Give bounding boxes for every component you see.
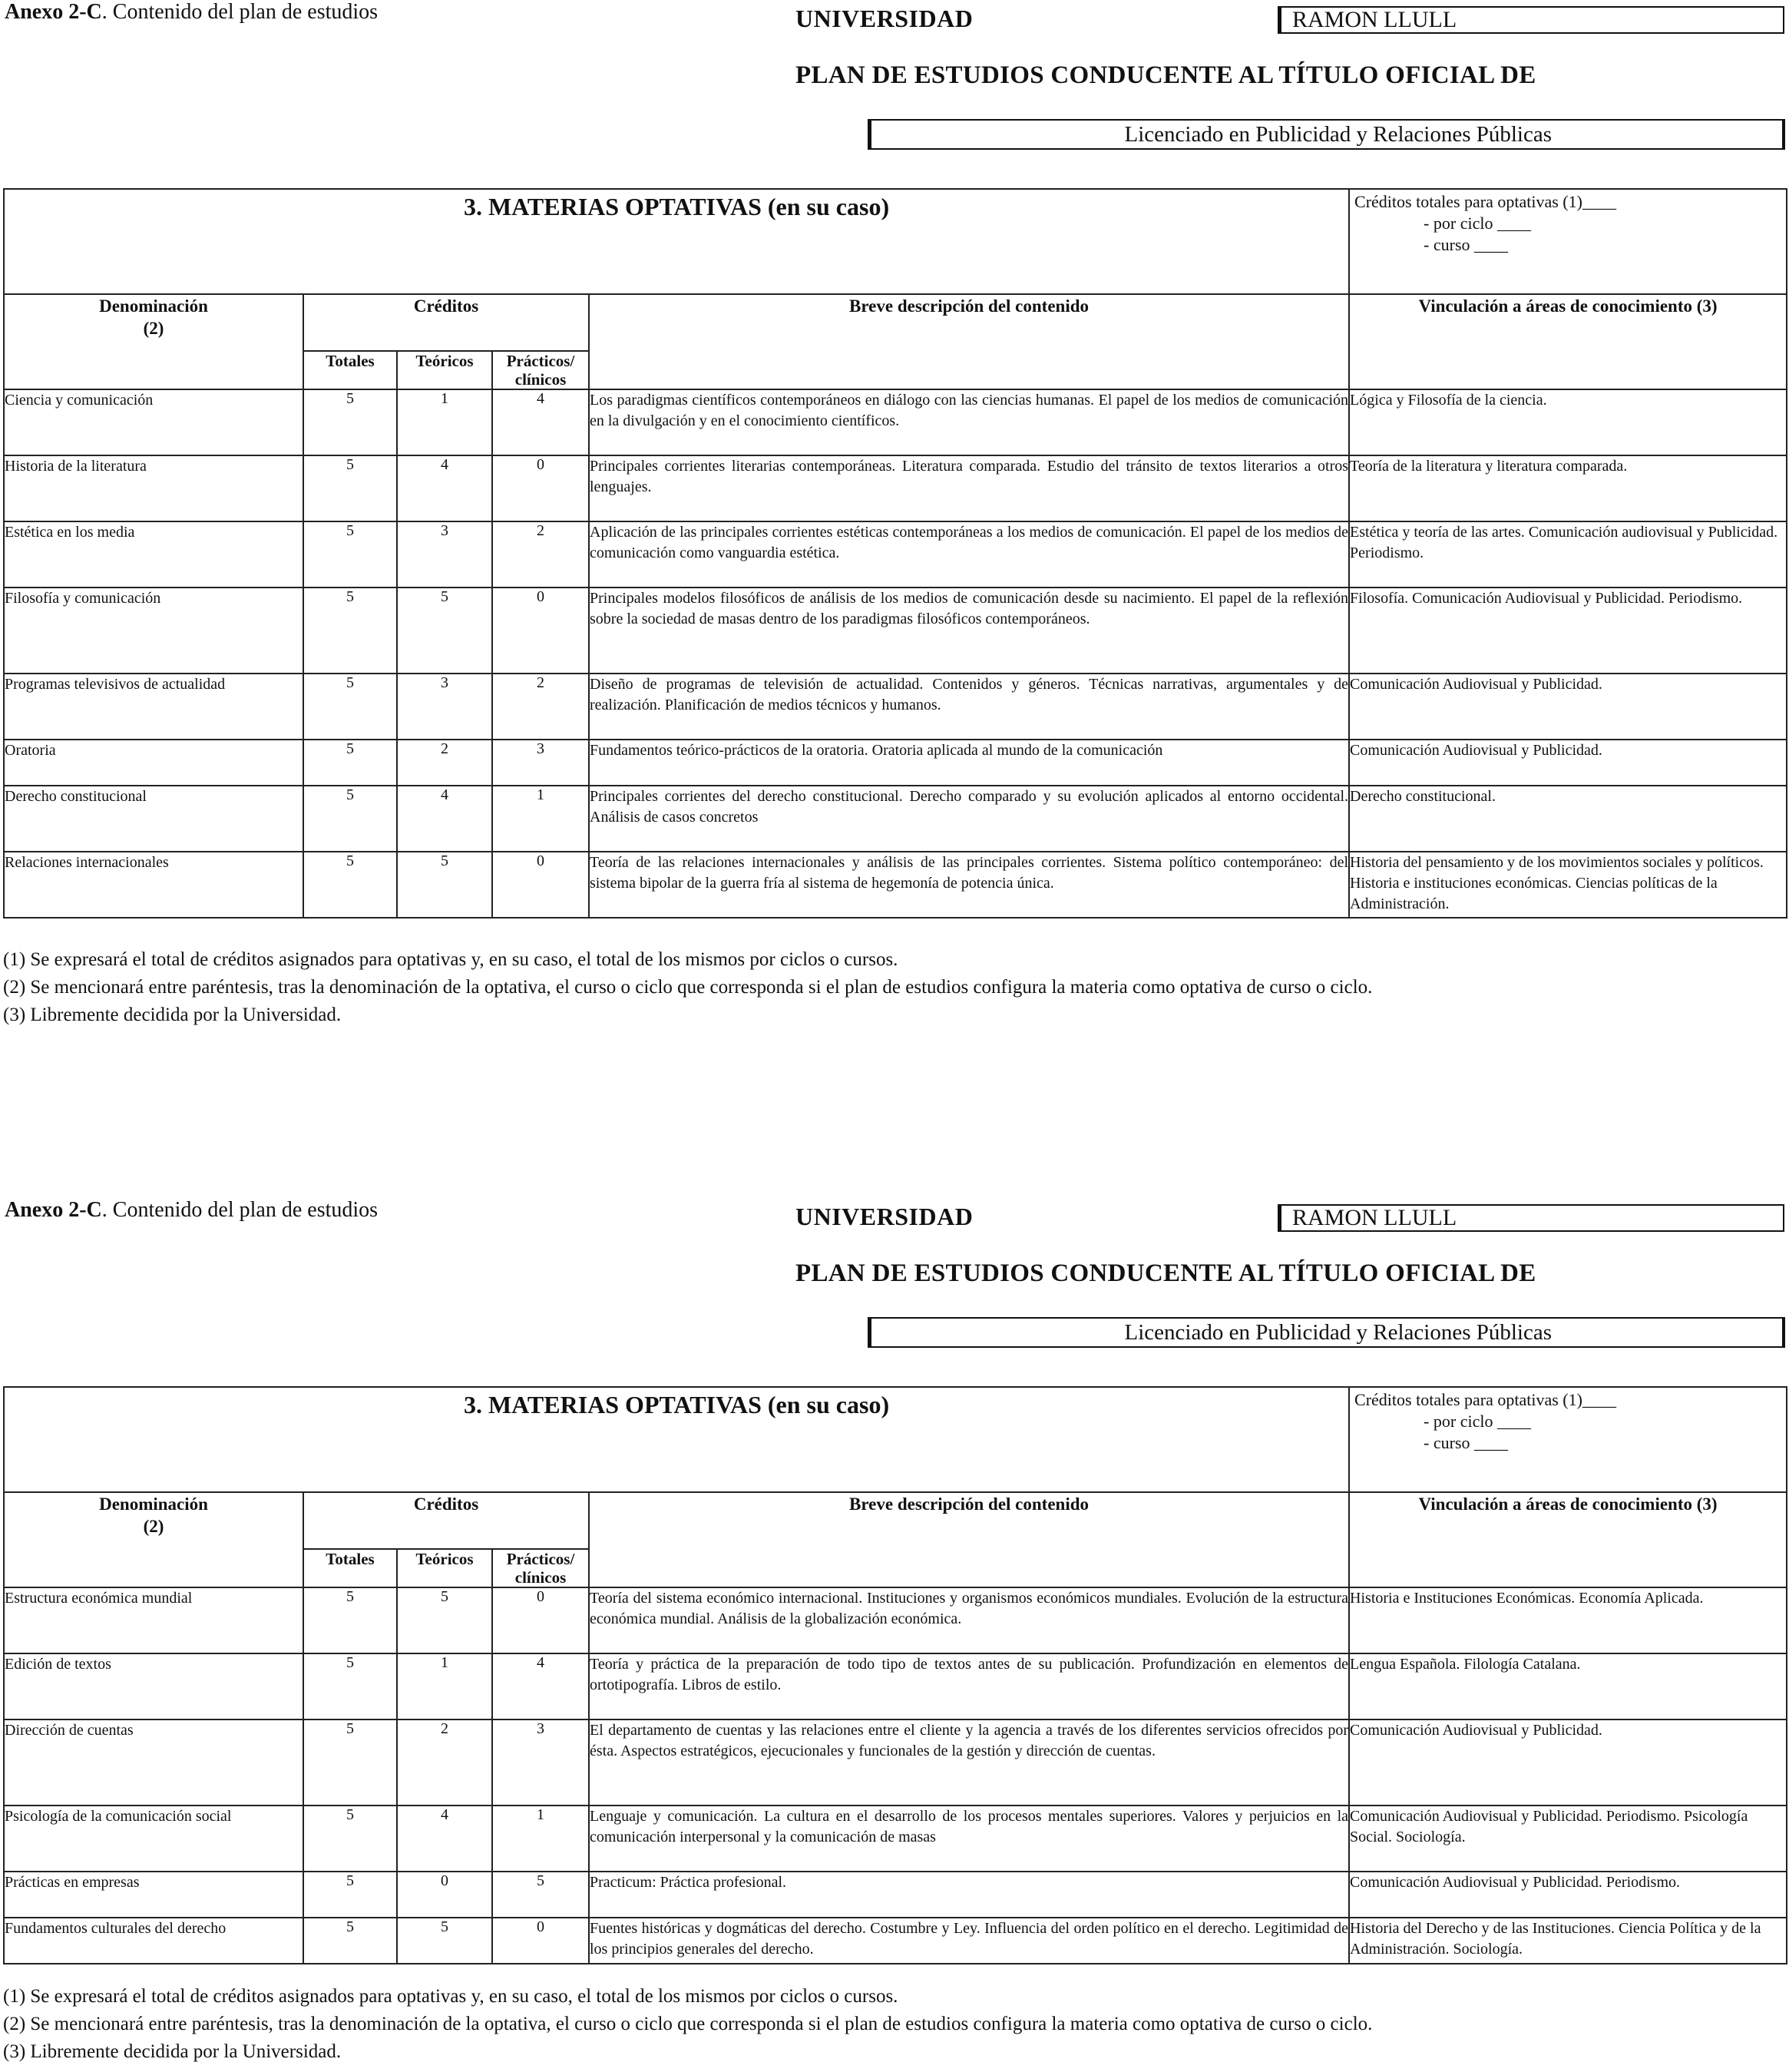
credits-practicos: 3 [492,1719,589,1806]
optional-subjects-table [3,1386,1787,1964]
table-row [4,674,1787,740]
knowledge-area: Comunicación Audiovisual y Publicidad. [1349,1719,1787,1806]
knowledge-area: Comunicación Audiovisual y Publicidad. [1349,674,1787,740]
credits-teoricos: 2 [397,1719,492,1806]
section-title-cell [4,1387,1349,1492]
credits-totales: 5 [303,1806,397,1872]
subject-description: Principales modelos filosóficos de análisis de los medios de comunicación desde su nacimiento. El papel de la reflexión sobre la sociedad de masas dentro de los paradigmas filosóficos contemporáneos. [589,588,1349,674]
credits-teoricos: 1 [397,1653,492,1719]
credits-teoricos: 5 [397,1918,492,1964]
credits-teoricos: 4 [397,455,492,521]
subject-description: Fundamentos teórico-prácticos de la oratoria. Oratoria aplicada al mundo de la comunicación [589,740,1349,786]
subject-name: Historia de la literatura [4,455,303,521]
col-totales-header: Totales [303,351,397,389]
col-teoricos-header: Teóricos [397,1549,492,1587]
subject-name: Psicología de la comunicación social [4,1806,303,1872]
credits-totales: 5 [303,1918,397,1964]
col-totales-header: Totales [303,1549,397,1587]
subject-name: Edición de textos [4,1653,303,1719]
col-name-header: Denominación (2) [4,1492,303,1587]
degree-box: Licenciado en Publicidad y Relaciones Públicas [868,1317,1785,1348]
plan-title: PLAN DE ESTUDIOS CONDUCENTE AL TÍTULO OFICIAL DE [795,61,1536,89]
credits-practicos: 1 [492,786,589,852]
knowledge-area: Comunicación Audiovisual y Publicidad. Periodismo. Psicología Social. Sociología. [1349,1806,1787,1872]
col-credits-header: Créditos [303,1492,589,1549]
table-row [4,1872,1787,1918]
credits-practicos: 2 [492,674,589,740]
subject-name: Fundamentos culturales del derecho [4,1918,303,1964]
subject-description: Principales corrientes literarias contemporáneas. Literatura comparada. Estudio del tránsito de textos literarios a otros lenguajes. [589,455,1349,521]
credits-practicos: 1 [492,1806,589,1872]
credits-practicos: 0 [492,588,589,674]
knowledge-area: Filosofía. Comunicación Audiovisual y Publicidad. Periodismo. [1349,588,1787,674]
knowledge-area: Historia del pensamiento y de los movimientos sociales y políticos. Historia e instituciones económicas. Ciencias políticas de la Administración. [1349,852,1787,918]
subject-description: Diseño de programas de televisión de actualidad. Contenidos y géneros. Técnicas narrativas, argumentales y de realización. Planificación de medios técnicos y humanos. [589,674,1349,740]
table-row [4,1806,1787,1872]
credits-teoricos: 1 [397,389,492,455]
credits-practicos: 4 [492,1653,589,1719]
col-credits-header: Créditos [303,294,589,351]
col-practicos-header: Prácticos/ clínicos [492,351,589,389]
credits-totales: 5 [303,521,397,588]
university-name-box: RAMON LLULL [1278,6,1784,34]
subject-description: Lenguaje y comunicación. La cultura en el desarrollo de los procesos mentales superiores. Valores y perjuicios en la comunicación interpersonal y la comunicación de masas [589,1806,1349,1872]
col-teoricos-header: Teóricos [397,351,492,389]
credits-totales: 5 [303,1872,397,1918]
table-row [4,389,1787,455]
subject-description: El departamento de cuentas y las relaciones entre el cliente y la agencia a través de los diferentes servicios ofrecidos por ésta. Aspectos estratégicos, ejecucionales y funcionales de la gestión y dirección de cuentas. [589,1719,1349,1806]
plan-title: PLAN DE ESTUDIOS CONDUCENTE AL TÍTULO OFICIAL DE [795,1259,1536,1287]
credits-teoricos: 3 [397,674,492,740]
credits-totales: 5 [303,786,397,852]
subject-name: Oratoria [4,740,303,786]
subject-name: Relaciones internacionales [4,852,303,918]
section-title: 3. MATERIAS OPTATIVAS (en su caso) [463,193,890,220]
credits-totales: 5 [303,1653,397,1719]
subject-name: Derecho constitucional [4,786,303,852]
subject-description: Aplicación de las principales corrientes estéticas contemporáneas a los medios de comunicación. El papel de los medios de comunicación como vanguardia estética. [589,521,1349,588]
credits-practicos: 0 [492,1918,589,1964]
credits-teoricos: 4 [397,786,492,852]
col-practicos-header: Prácticos/ clínicos [492,1549,589,1587]
col-areas-header: Vinculación a áreas de conocimiento (3) [1349,1492,1787,1587]
knowledge-area: Historia del Derecho y de las Instituciones. Ciencia Política y de la Administración. Sociología. [1349,1918,1787,1964]
university-label: UNIVERSIDAD [795,1203,974,1230]
subject-description: Fuentes históricas y dogmáticas del derecho. Costumbre y Ley. Influencia del orden político en el derecho. Legitimidad de los principios generales del derecho. [589,1918,1349,1964]
credits-practicos: 5 [492,1872,589,1918]
table-row [4,740,1787,786]
subject-name: Programas televisivos de actualidad [4,674,303,740]
table-row [4,852,1787,918]
subject-description: Teoría de las relaciones internacionales y análisis de las principales corrientes. Sistema político contemporáneo: del sistema bipolar de la guerra fría al sistema de hegemonía de potencia única. [589,852,1349,918]
knowledge-area: Lengua Española. Filología Catalana. [1349,1653,1787,1719]
col-desc-header: Breve descripción del contenido [589,1492,1349,1587]
col-name-header: Denominación (2) [4,294,303,389]
university-name-box: RAMON LLULL [1278,1204,1784,1232]
table-row [4,521,1787,588]
subject-description: Teoría y práctica de la preparación de todo tipo de textos antes de su publicación. Profundización en elementos de ortotipografía. Libros de estilo. [589,1653,1349,1719]
credits-totales: 5 [303,740,397,786]
table-row [4,1653,1787,1719]
knowledge-area: Lógica y Filosofía de la ciencia. [1349,389,1787,455]
table-row [4,1918,1787,1964]
credits-teoricos: 5 [397,1587,492,1653]
credits-totales: 5 [303,389,397,455]
credits-practicos: 0 [492,1587,589,1653]
credits-practicos: 0 [492,852,589,918]
university-label: UNIVERSIDAD [795,5,974,32]
credits-totals-cell: Créditos totales para optativas (1)____ - por ciclo ____ - curso ____ [1349,189,1787,294]
knowledge-area: Historia e Instituciones Económicas. Economía Aplicada. [1349,1587,1787,1653]
credits-teoricos: 2 [397,740,492,786]
credits-practicos: 3 [492,740,589,786]
knowledge-area: Teoría de la literatura y literatura comparada. [1349,455,1787,521]
annex-heading: Anexo 2-C. Contenido del plan de estudios [5,0,379,24]
optional-subjects-table [3,188,1787,918]
subject-name: Prácticas en empresas [4,1872,303,1918]
credits-teoricos: 5 [397,852,492,918]
credits-totals-cell: Créditos totales para optativas (1)____ - por ciclo ____ - curso ____ [1349,1387,1787,1492]
subject-description: Los paradigmas científicos contemporáneos en diálogo con las ciencias humanas. El papel de los medios de comunicación en la divulgación y en el conocimiento científicos. [589,389,1349,455]
credits-totales: 5 [303,852,397,918]
knowledge-area: Estética y teoría de las artes. Comunicación audiovisual y Publicidad. Periodismo. [1349,521,1787,588]
credits-teoricos: 0 [397,1872,492,1918]
subject-name: Ciencia y comunicación [4,389,303,455]
credits-totales: 5 [303,674,397,740]
knowledge-area: Derecho constitucional. [1349,786,1787,852]
subject-description: Teoría del sistema económico internacional. Instituciones y organismos económicos mundiales. Evolución de la estructura económica mundial. Análisis de la globalización económica. [589,1587,1349,1653]
subject-description: Principales corrientes del derecho constitucional. Derecho comparado y su evolución aplicados al entorno occidental. Análisis de casos concretos [589,786,1349,852]
footnotes: (1) Se expresará el total de créditos asignados para optativas y, en su caso, el total de los mismos por ciclos o cursos. (2) Se mencionará entre paréntesis, tras la denominación de la optativa, el curso o ciclo que corresponda si el plan de estudios configura la materia como optativa de curso o ciclo. (3) Libremente decidida por la Universidad. [3,949,1373,1025]
section-title: 3. MATERIAS OPTATIVAS (en su caso) [463,1391,890,1418]
credits-totales: 5 [303,588,397,674]
credits-practicos: 0 [492,455,589,521]
credits-teoricos: 5 [397,588,492,674]
subject-name: Filosofía y comunicación [4,588,303,674]
credits-totales: 5 [303,1719,397,1806]
col-desc-header: Breve descripción del contenido [589,294,1349,389]
credits-totales: 5 [303,1587,397,1653]
subject-description: Practicum: Práctica profesional. [589,1872,1349,1918]
col-areas-header: Vinculación a áreas de conocimiento (3) [1349,294,1787,389]
credits-teoricos: 4 [397,1806,492,1872]
degree-box: Licenciado en Publicidad y Relaciones Públicas [868,119,1785,150]
credits-totales: 5 [303,455,397,521]
table-row [4,588,1787,674]
table-row [4,1587,1787,1653]
footnotes: (1) Se expresará el total de créditos asignados para optativas y, en su caso, el total de los mismos por ciclos o cursos. (2) Se mencionará entre paréntesis, tras la denominación de la optativa, el curso o ciclo que corresponda si el plan de estudios configura la materia como optativa de curso o ciclo. (3) Libremente decidida por la Universidad. [3,1986,1373,2062]
table-row [4,786,1787,852]
table-row [4,455,1787,521]
credits-teoricos: 3 [397,521,492,588]
subject-name: Dirección de cuentas [4,1719,303,1806]
credits-practicos: 4 [492,389,589,455]
credits-practicos: 2 [492,521,589,588]
table-row [4,1719,1787,1806]
section-title-cell [4,189,1349,294]
knowledge-area: Comunicación Audiovisual y Publicidad. [1349,740,1787,786]
knowledge-area: Comunicación Audiovisual y Publicidad. Periodismo. [1349,1872,1787,1918]
annex-heading: Anexo 2-C. Contenido del plan de estudios [5,1198,379,1222]
subject-name: Estética en los media [4,521,303,588]
subject-name: Estructura económica mundial [4,1587,303,1653]
